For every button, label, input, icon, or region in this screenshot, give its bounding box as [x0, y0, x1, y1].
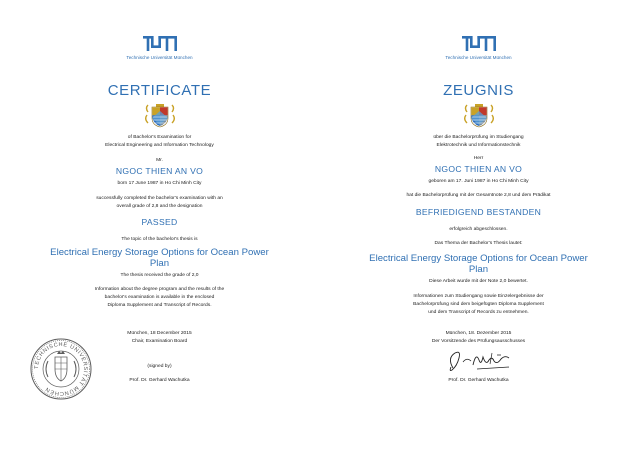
- topic-intro: Das Thema der Bachelor's Thesis lautet:: [434, 241, 523, 246]
- completed-line-1: successfully completed the bachelor's examination with an: [96, 196, 223, 201]
- topic-intro: The topic of the bachelor's thesis is: [121, 237, 198, 242]
- info-line-3: und dem Transcript of Records zu entnehmen.: [428, 310, 529, 315]
- completed-line-2: overall grade of 2,8 and the designation: [116, 203, 203, 209]
- bavarian-crest-icon: [0, 104, 319, 128]
- completed-line-2: erfolgreich abgeschlossen.: [449, 227, 508, 232]
- graduate-name: NGOC THIEN AN VO: [434, 164, 523, 174]
- thesis-grade: Diese Arbeit wurde mit der Note 2,0 bewertet.: [429, 279, 528, 284]
- salutation: Herr: [473, 156, 484, 161]
- info-line-1: Information about the degree program and the results of the: [94, 287, 225, 292]
- info-line-2: Bachelorprüfung sind dem beigefügten Diploma Supplement: [413, 302, 544, 307]
- board-title: Chair, Examination Board: [131, 339, 188, 344]
- info-line-2: bachelor's examination is available in the enclosed: [104, 295, 215, 300]
- place-date: München, 18 December 2015: [127, 331, 192, 336]
- signature-icon: [443, 348, 515, 372]
- exam-line-1: über die Bachelorprüfung im Studiengang: [433, 135, 524, 140]
- info-line-3: Diploma Supplement and Transcript of Records.: [107, 303, 212, 308]
- document-title: CERTIFICATE: [107, 82, 212, 99]
- completed-line-1: hat die Bachelorprüfung mit der Gesamtnote 2,8 und dem Prädikat: [406, 193, 551, 198]
- designation: PASSED: [141, 217, 178, 227]
- document-title: ZEUGNIS: [443, 82, 514, 99]
- seal-text: TECHNISCHE UNIVERSITÄT MÜNCHEN: [33, 341, 89, 397]
- signatory-name: Prof. Dr. Gerhard Wachutka: [129, 378, 190, 383]
- salutation: Mr.: [156, 158, 163, 163]
- tum-logo-icon: [0, 36, 319, 52]
- thesis-title-line-2: Plan: [468, 264, 489, 275]
- exam-line-2: Elektrotechnik und Informationstechnik: [436, 143, 521, 148]
- exam-line-2: Electrical Engineering and Information Technology: [105, 143, 214, 148]
- thesis-title-line-2: Plan: [149, 258, 170, 269]
- signed-note: (signed by): [147, 364, 172, 369]
- thesis-grade: The thesis received the grade of 2,0: [120, 273, 199, 278]
- thesis-title-line-1: Electrical Energy Storage Options for Ocean Power: [369, 253, 588, 264]
- info-line-1: Informationen zum Studiengang sowie Einzelergebnisse der: [413, 294, 544, 299]
- exam-line-1: of Bachelor's Examination for: [127, 135, 192, 140]
- bavarian-crest-icon: [319, 104, 638, 128]
- birth-line: geboren am 17. Juni 1987 in Ho Chi Minh City: [428, 179, 529, 184]
- graduate-name: NGOC THIEN AN VO: [115, 166, 204, 176]
- university-seal-icon: [30, 338, 92, 400]
- birth-line: born 17 June 1987 in Ho Chi Minh City: [117, 181, 202, 186]
- thesis-title-line-1: Electrical Energy Storage Options for Ocean Power: [50, 247, 269, 258]
- board-title: Der Vorsitzende des Prüfungsausschusses: [431, 339, 526, 344]
- zeugnis-page: [319, 0, 638, 451]
- university-name: Technische Universität München: [445, 55, 512, 60]
- place-date: München, 18. Dezember 2015: [445, 331, 512, 336]
- designation: BEFRIEDIGEND BESTANDEN: [415, 207, 542, 217]
- signatory-name: Prof. Dr. Gerhard Wachutka: [448, 378, 509, 383]
- tum-logo-icon: [319, 36, 638, 52]
- university-name: Technische Universität München: [126, 55, 193, 60]
